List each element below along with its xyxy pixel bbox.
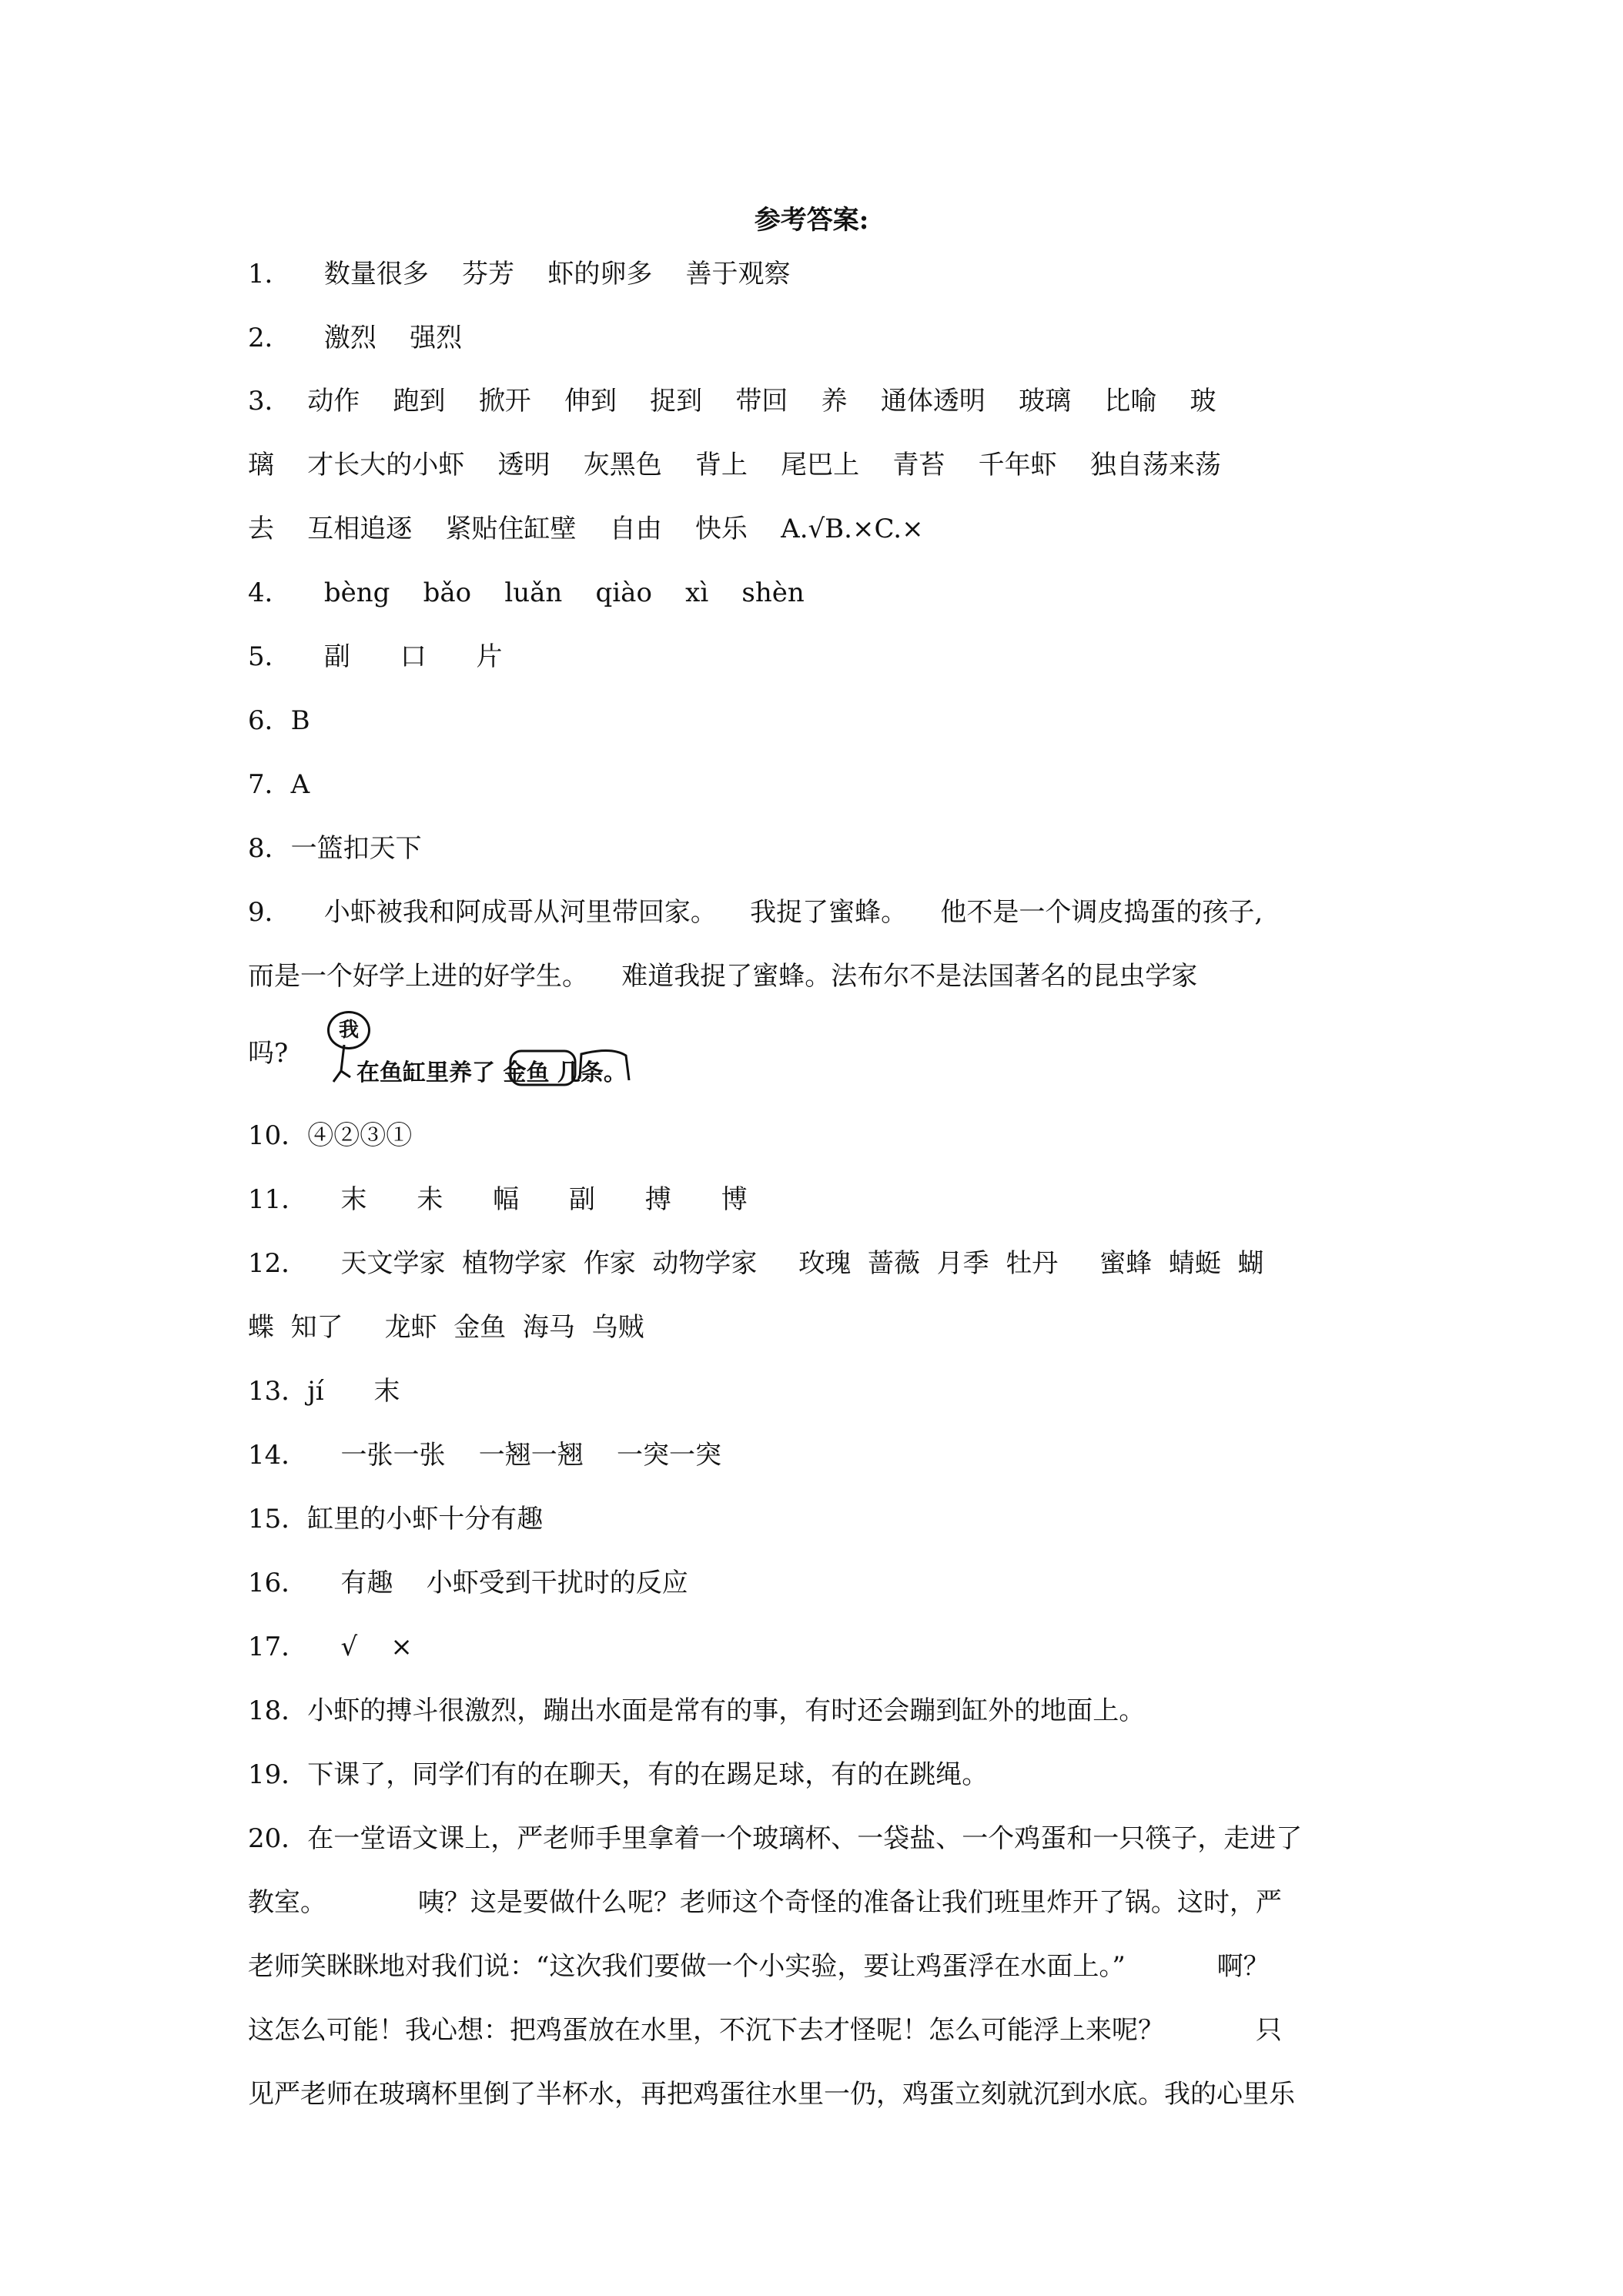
answer-line: 14． 一张一张 一翘一翘 一突一突 (248, 1440, 721, 1471)
answer-line: 老师笑眯眯地对我们说：“这次我们要做一个小实验，要让鸡蛋浮在水面上。” 啊？ (248, 1951, 1270, 1982)
sentence-diagram-sketch (327, 1005, 658, 1097)
answer-line: 16． 有趣 小虾受到干扰时的反应 (248, 1568, 688, 1598)
answer-title: 参考答案: (754, 205, 869, 236)
answer-line: 20．在一堂语文课上，严老师手里拿着一个玻璃杯、一袋盐、一个鸡蛋和一只筷子，走进了 (248, 1823, 1303, 1854)
answer-line: 这怎么可能！我心想：把鸡蛋放在水里，不沉下去才怪呢！怎么可能浮上来呢？ 只 (248, 2015, 1282, 2046)
answer-line: 教室。 咦？这是要做什么呢？老师这个奇怪的准备让我们班里炸开了锅。这时，严 (248, 1887, 1282, 1918)
answer-line: 而是一个好学上进的好学生。 难道我捉了蜜蜂。法布尔不是法国著名的昆虫学家 (248, 961, 1198, 992)
circled-subject: 我 (327, 1011, 370, 1049)
answer-line: 去 互相追逐 紧贴住缸壁 自由 快乐 A.√B.×C.× (248, 514, 924, 544)
answer-line: 15．缸里的小虾十分有趣 (248, 1504, 544, 1535)
answer-line: 璃 才长大的小虾 透明 灰黑色 背上 尾巴上 青苔 千年虾 独自荡来荡 (248, 450, 1221, 480)
answer-line: 12． 天文学家 植物学家 作家 动物学家 玫瑰 蔷薇 月季 牡丹 蜜蜂 蜻蜓 蝴 (248, 1248, 1264, 1279)
answer-line: 19．下课了，同学们有的在聊天，有的在踢足球，有的在跳绳。 (248, 1759, 989, 1790)
answer-line: 6．B (248, 705, 310, 736)
answer-line: 2． 激烈 强烈 (248, 323, 463, 353)
sketch-sentence: 在鱼缸里养了 金鱼 几条。 (356, 1059, 627, 1086)
answer-line: 10．④②③① (248, 1120, 413, 1151)
answer-line: 1． 数量很多 芬芳 虾的卵多 善于观察 (248, 259, 791, 290)
answer-line: 5． 副 口 片 (248, 641, 503, 672)
answer-line: 18．小虾的搏斗很激烈，蹦出水面是常有的事，有时还会蹦到缸外的地面上。 (248, 1695, 1146, 1726)
answer-line: 4． bèng bǎo luǎn qiào xì shèn (248, 577, 805, 608)
answer-line: 见严老师在玻璃杯里倒了半杯水，再把鸡蛋往水里一仍，鸡蛋立刻就沉到水底。我的心里乐 (248, 2079, 1295, 2110)
answer-line: 11． 末 未 幅 副 搏 博 (248, 1184, 748, 1215)
answer-line: 3． 动作 跑到 掀开 伸到 捉到 带回 养 通体透明 玻璃 比喻 玻 (248, 386, 1216, 417)
answer-line: 吗? (248, 1038, 289, 1069)
answer-line: 17． √ × (248, 1632, 413, 1662)
answer-line: 8．一篮扣天下 (248, 833, 422, 864)
answer-line: 蝶 知了 龙虾 金鱼 海马 乌贼 (248, 1312, 644, 1343)
answer-line: 13．jí 末 (248, 1376, 400, 1407)
answer-line: 9． 小虾被我和阿成哥从河里带回家。 我捉了蜜蜂。 他不是一个调皮捣蛋的孩子, (248, 897, 1263, 928)
answer-line: 7．A (248, 769, 310, 800)
